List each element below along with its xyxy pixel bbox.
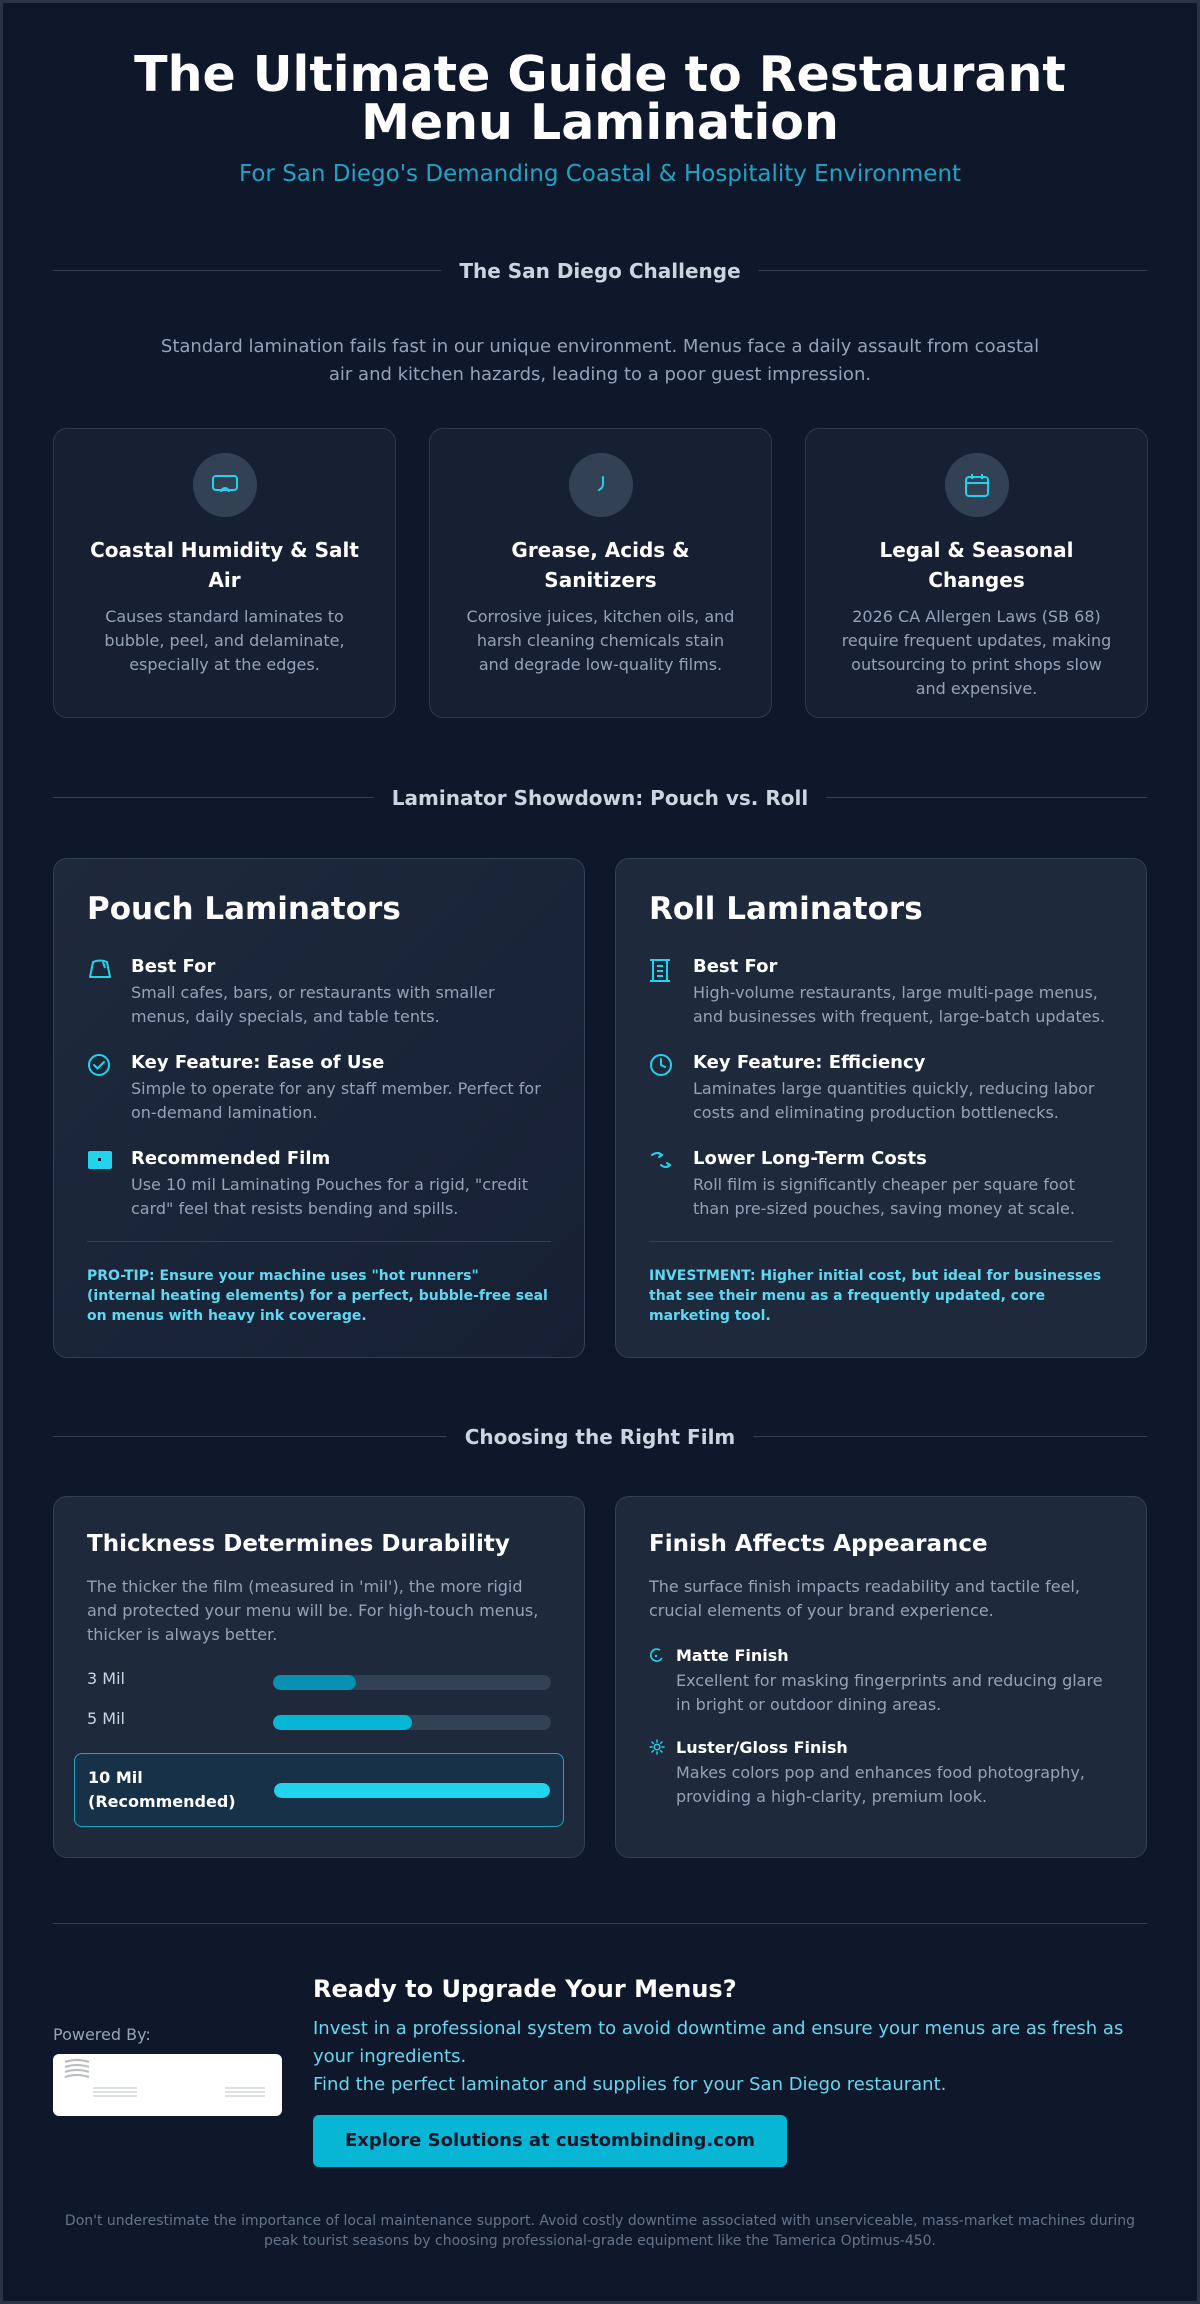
- feature-item: [87, 1051, 551, 1125]
- finish-title: Matte Finish: [676, 1646, 789, 1665]
- bar-fill: [274, 1783, 550, 1798]
- feature-title: Best For: [693, 956, 778, 977]
- section-title: Choosing the Right Film: [447, 1422, 754, 1452]
- bar-label: 3 Mil: [87, 1669, 125, 1688]
- thickness-bar-recommended: [74, 1753, 564, 1827]
- cta-title: Ready to Upgrade Your Menus?: [313, 1975, 737, 2003]
- feature-title: Lower Long-Term Costs: [693, 1148, 927, 1169]
- logo-graphic-icon: [53, 2054, 282, 2116]
- feature-text: Use 10 mil Laminating Pouches for a rigid, "credit card" feel that resists bending and spills.: [131, 1175, 529, 1218]
- coffee-cup-icon: [87, 955, 131, 1029]
- explore-solutions-button[interactable]: Explore Solutions at custombinding.com: [313, 2115, 787, 2167]
- card-title: Pouch Laminators: [87, 891, 401, 927]
- moon-icon: [649, 1645, 676, 1717]
- bar-track: [274, 1783, 550, 1798]
- bar-label: 5 Mil: [87, 1709, 125, 1728]
- finish-text: Makes colors pop and enhances food photography, providing a high-clarity, premium look.: [676, 1763, 1085, 1806]
- challenge-card-humidity: [53, 428, 396, 718]
- feature-text: Laminates large quantities quickly, reducing labor costs and eliminating production bottlenecks.: [693, 1079, 1095, 1122]
- page-subtitle: For San Diego's Demanding Coastal & Hospitality Environment: [238, 161, 962, 187]
- feature-text: Roll film is significantly cheaper per square foot than pre-sized pouches, saving money at scale.: [693, 1175, 1075, 1218]
- thickness-bar-row: [87, 1661, 551, 1701]
- page-title: The Ultimate Guide to Restaurant Menu Lamination: [134, 46, 1066, 151]
- bar-track: [273, 1675, 551, 1690]
- finish-card: [615, 1496, 1147, 1858]
- finish-title: Luster/Gloss Finish: [676, 1738, 848, 1757]
- thickness-card: [53, 1496, 585, 1858]
- cta-text: Invest in a professional system to avoid downtime and ensure your menus are as fresh as your ingredients.: [313, 2018, 1124, 2067]
- challenge-intro: Standard lamination fails fast in our unique environment. Menus face a daily assault from coastal air and kitchen hazards, leading to a poor guest impression.: [160, 336, 1040, 385]
- section-heading-showdown: [53, 783, 1147, 813]
- card-divider: [649, 1241, 1113, 1242]
- feature-title: Key Feature: Efficiency: [693, 1052, 926, 1073]
- card-divider: [87, 1241, 551, 1242]
- clock-icon: [649, 1051, 693, 1125]
- cloud-icon: [193, 453, 257, 517]
- feature-text: Small cafes, bars, or restaurants with smaller menus, daily specials, and table tents.: [131, 983, 495, 1026]
- pro-tip: PRO-TIP: Ensure your machine uses "hot runners" (internal heating elements) for a perfect, bubble-free seal on menus with heavy ink coverage.: [87, 1268, 548, 1324]
- calendar-icon: [945, 453, 1009, 517]
- footer-disclaimer: Don't underestimate the importance of local maintenance support. Avoid costly downtime associated with unserviceable, mass-market machines during peak tourist seasons by choosing professional-grade equipment like the Tamerica Optimus-450.: [64, 2213, 1136, 2249]
- feature-item: [649, 1051, 1113, 1125]
- footer-divider: [53, 1923, 1147, 1924]
- section-heading-challenge: [53, 256, 1147, 286]
- check-circle-icon: [87, 1051, 131, 1125]
- finish-item: [649, 1645, 1113, 1717]
- section-title: Laminator Showdown: Pouch vs. Roll: [374, 783, 826, 813]
- finish-text: Excellent for masking fingerprints and reducing glare in bright or outdoor dining areas.: [676, 1671, 1103, 1714]
- cta-section: [313, 1973, 1147, 2167]
- card-description: The surface finish impacts readability and tactile feel, crucial elements of your brand experience.: [649, 1577, 1080, 1620]
- challenge-card-title: Legal & Seasonal Changes: [879, 538, 1074, 592]
- card-title: Roll Laminators: [649, 891, 923, 927]
- finish-item: [649, 1737, 1113, 1809]
- challenge-card-text: Causes standard laminates to bubble, peel, and delaminate, especially at the edges.: [104, 607, 345, 674]
- feature-title: Key Feature: Ease of Use: [131, 1052, 385, 1073]
- savings-icon: [649, 1147, 693, 1221]
- powered-by-label: Powered By:: [53, 2025, 151, 2044]
- feature-title: Recommended Film: [131, 1148, 331, 1169]
- cta-text-secondary: Find the perfect laminator and supplies for your San Diego restaurant.: [313, 2074, 947, 2095]
- feature-title: Best For: [131, 956, 216, 977]
- challenge-card-grease: [429, 428, 772, 718]
- feature-text: Simple to operate for any staff member. Perfect for on-demand lamination.: [131, 1079, 541, 1122]
- feature-item: [87, 1147, 551, 1221]
- challenge-card-text: 2026 CA Allergen Laws (SB 68) require frequent updates, making outsourcing to print shops slow and expensive.: [841, 607, 1112, 698]
- partner-logo[interactable]: [53, 2054, 282, 2116]
- feature-item: [87, 955, 551, 1029]
- challenge-card-title: Coastal Humidity & Salt Air: [90, 538, 359, 592]
- building-icon: [649, 955, 693, 1029]
- card-title: Finish Affects Appearance: [649, 1531, 988, 1557]
- roll-laminators-card: [615, 858, 1147, 1358]
- feature-item: [649, 955, 1113, 1029]
- credit-card-icon: [87, 1147, 131, 1221]
- bar-label: 10 Mil (Recommended): [88, 1768, 236, 1811]
- bar-track: [273, 1715, 551, 1730]
- page: [3, 3, 1197, 2301]
- bolt-icon: [569, 453, 633, 517]
- section-heading-film: [53, 1422, 1147, 1452]
- challenge-card-legal: [805, 428, 1148, 718]
- challenge-card-title: Grease, Acids & Sanitizers: [511, 538, 690, 592]
- section-title: The San Diego Challenge: [441, 256, 758, 286]
- card-description: The thicker the film (measured in 'mil'), the more rigid and protected your menu will be. For high-touch menus, thicker is always better.: [87, 1577, 539, 1644]
- challenge-card-text: Corrosive juices, kitchen oils, and harsh cleaning chemicals stain and degrade low-quality films.: [466, 607, 735, 674]
- feature-text: High-volume restaurants, large multi-page menus, and businesses with frequent, large-batch updates.: [693, 983, 1106, 1026]
- thickness-bars: [87, 1661, 551, 1827]
- pouch-laminators-card: [53, 858, 585, 1358]
- thickness-bar-row: [87, 1701, 551, 1741]
- sun-icon: [649, 1737, 676, 1809]
- bar-fill: [273, 1715, 412, 1730]
- header: [3, 46, 1197, 187]
- investment-note: INVESTMENT: Higher initial cost, but ideal for businesses that see their menu as a frequently updated, core marketing tool.: [649, 1268, 1102, 1324]
- card-title: Thickness Determines Durability: [87, 1531, 510, 1557]
- feature-item: [649, 1147, 1113, 1221]
- bar-fill: [273, 1675, 356, 1690]
